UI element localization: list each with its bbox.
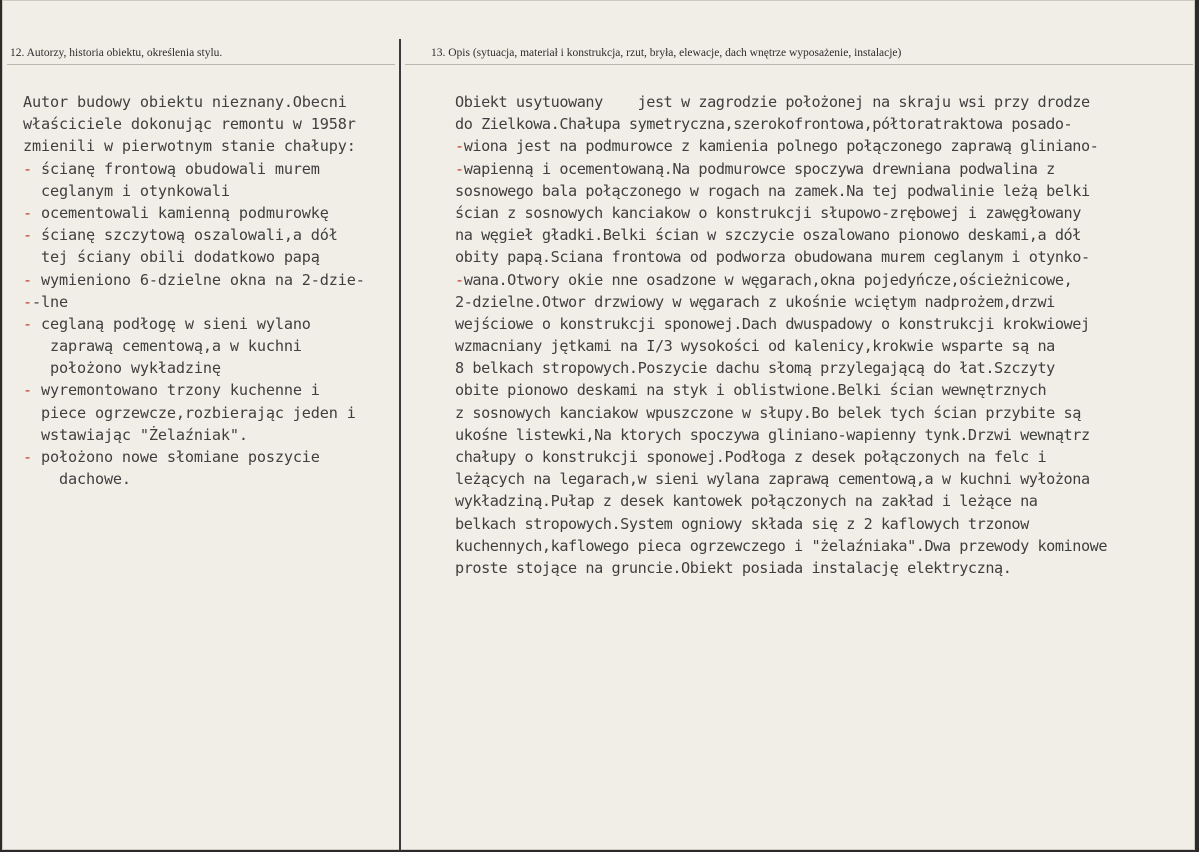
text-line [455,335,1107,357]
line-text: obite pionowo deskami na styk i oblistwione.Belki ścian wewnętrznych [455,381,1047,400]
line-text: położono wykładzinę [23,359,221,378]
line-text: wstawiając "Żelaźniak". [23,425,248,444]
text-line [23,313,365,335]
text-line [455,379,1107,401]
text-line [23,91,365,113]
line-text: wyremontowano trzony kuchenne i [32,381,320,400]
text-line [23,180,365,202]
text-line [455,424,1107,446]
text-line [455,313,1107,335]
text-line [23,402,365,424]
text-line [455,513,1107,535]
line-text: wana.Otwory okie nne osadzone w węgarach,okna pojedyńcze,ościeżnicowe, [463,270,1073,289]
line-text: do Zielkowa.Chałupa symetryczna,szerokofrontowa,półtoratraktowa posado- [455,115,1073,134]
text-line [23,135,365,157]
line-text: 2-dzielne.Otwor drzwiowy w węgarach z ukośnie wciętym nadprożem,drzwi [455,292,1055,311]
hyphen-mark: - [23,448,32,466]
line-text: z sosnowych kanciakow wpuszczone w słupy.Bo belek tych ścian przybite są [455,403,1081,422]
text-line [23,158,365,180]
line-text: Autor budowy obiektu nieznany.Obecni [23,93,347,111]
text-line [455,246,1107,268]
hyphen-mark: - [23,226,32,245]
text-line [455,402,1107,424]
line-text: ukośne listewki,Na ktorych spoczywa gliniano-wapienny tynk.Drzwi wewnątrz [455,425,1090,444]
line-text: zmienili w pierwotnym stanie chałupy: [23,137,356,156]
line-text: chałupy o konstrukcji sponowej.Podłoga z desek połączonych na felc i [455,448,1047,466]
text-line [455,180,1107,202]
hyphen-mark: - [455,137,464,156]
text-line [455,490,1107,512]
line-text: na węgieł gładki.Belki ścian w szczycie oszalowano pionowo deskami,a dół [455,226,1081,245]
line-text: wejściowe o konstrukcji sponowej.Dach dwuspadowy o konstrukcji krokwiowej [455,314,1090,333]
header-rule-right [405,64,1193,65]
text-line [455,446,1107,468]
line-text: zaprawą cementową,a w kuchni [23,337,302,356]
line-text: -lne [32,292,68,311]
line-text: obity papą.Sciana frontowa od podworza obudowana murem ceglanym i otynko- [455,248,1090,267]
line-text: ocementowali kamienną podmurowkę [32,203,329,222]
line-text: ścian z sosnowych kanciakow o konstrukcji słupowo-zrębowej i zawęgłowany [455,203,1081,222]
hyphen-mark: - [23,270,32,289]
text-line [23,202,365,224]
hyphen-mark: - [23,203,32,222]
text-line [455,113,1107,135]
text-line [23,446,365,468]
section-12-text [23,91,365,490]
line-text: ścianę frontową obudowali murem [32,159,320,178]
line-text: wykładziną.Pułap z desek kantowek połączonych na zakład i leżące na [455,492,1038,511]
line-text: leżących na legarach,w sieni wylana zaprawą cementową,a w kuchni wyłożona [455,470,1090,489]
hyphen-mark: - [23,314,32,333]
text-line [23,291,365,313]
hyphen-mark: - [455,159,464,178]
text-line [455,557,1107,579]
text-line [455,357,1107,379]
line-text: piece ogrzewcze,rozbierając jeden i [23,403,356,422]
text-line [23,224,365,246]
text-line [23,269,365,291]
column-divider [399,39,401,851]
line-text: wymieniono 6-dzielne okna na 2-dzie- [32,270,365,289]
line-text: właściciele dokonując remontu w 1958r [23,115,356,134]
text-line [455,158,1107,180]
line-text: proste stojące na gruncie.Obiekt posiada instalację elektryczną. [455,558,1012,577]
document-sheet [2,0,1195,850]
line-text: dachowe. [23,470,131,489]
section-13-heading: 13. Opis (sytuacja, materiał i konstrukcja, rzut, bryła, elewacje, dach wnętrze wyposażenie, instalacje) [431,47,902,59]
text-line [23,335,365,357]
line-text: wzmacniany jętkami na I/3 wysokości od kalenicy,krokwie wsparte są na [455,337,1055,356]
text-line [455,135,1107,157]
hyphen-mark: - [23,292,32,311]
line-text: ceglanym i otynkowali [23,181,230,200]
hyphen-mark: - [23,381,32,400]
header-rule-left [7,64,395,65]
text-line [23,246,365,268]
line-text: położono nowe słomiane poszycie [32,448,320,466]
text-line [455,224,1107,246]
line-text: ścianę szczytową oszalowali,a dół [32,226,338,245]
section-13-text [455,91,1107,579]
line-text: tej ściany obili dodatkowo papą [23,248,320,267]
text-line [23,424,365,446]
hyphen-mark: - [455,270,464,289]
hyphen-mark: - [23,159,32,178]
line-text: sosnowego bala połączonego w rogach na zamek.Na tej podwalinie leżą belki [455,181,1090,200]
line-text: wiona jest na podmurowce z kamienia polnego połączonego zaprawą gliniano- [463,137,1099,156]
text-line [23,379,365,401]
line-text: Obiekt usytuowany jest w zagrodzie położonej na skraju wsi przy drodze [455,93,1090,111]
text-line [455,269,1107,291]
text-line [23,468,365,490]
line-text: wapienną i ocementowaną.Na podmurowce spoczywa drewniana podwalina z [463,159,1055,178]
text-line [23,357,365,379]
text-line [455,202,1107,224]
section-12-heading: 12. Autorzy, historia obiektu, określenia stylu. [10,47,223,59]
line-text: 8 belkach stropowych.Poszycie dachu słomą przylegającą do łat.Szczyty [455,359,1055,378]
text-line [455,535,1107,557]
text-line [23,113,365,135]
text-line [455,468,1107,490]
line-text: ceglaną podłogę w sieni wylano [32,314,311,333]
line-text: kuchennych,kaflowego pieca ogrzewczego i "żelaźniaka".Dwa przewody kominowe [455,536,1108,555]
text-line [455,91,1107,113]
line-text: belkach stropowych.System ogniowy składa się z 2 kaflowych trzonow [455,514,1029,533]
text-line [455,291,1107,313]
